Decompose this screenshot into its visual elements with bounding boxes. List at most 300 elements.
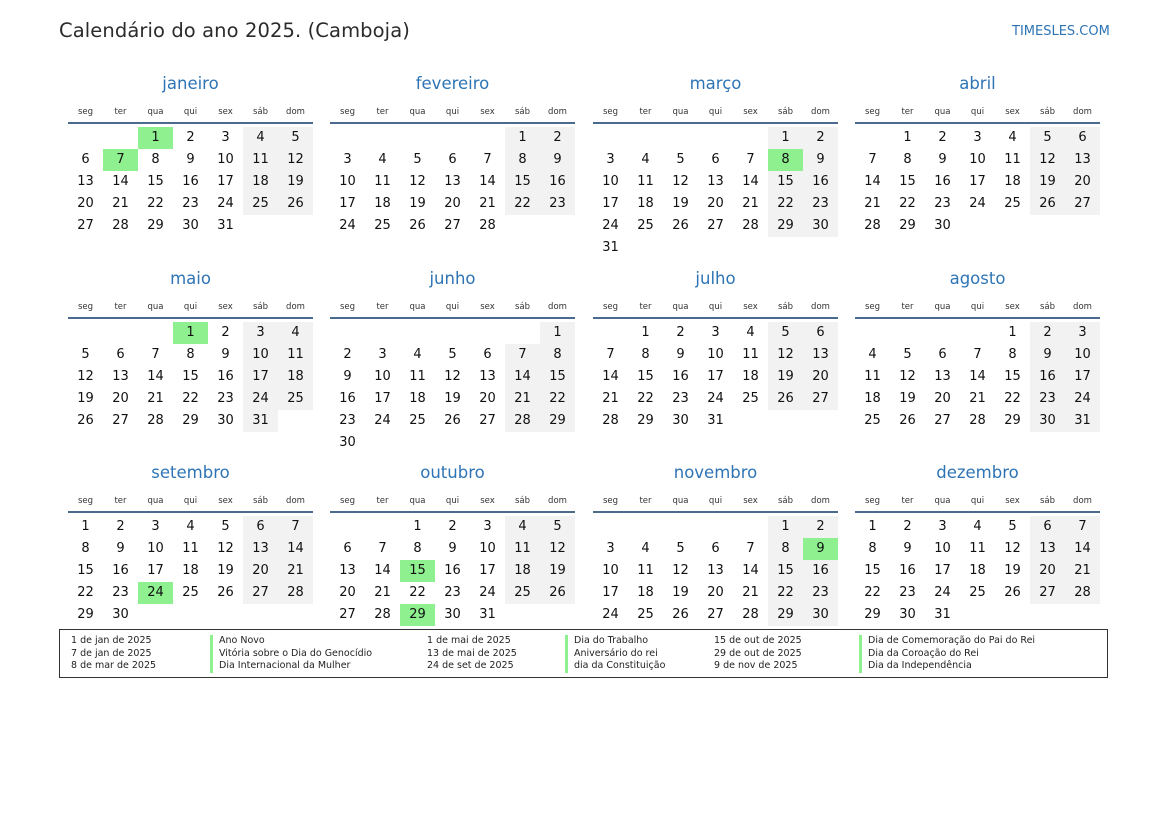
legend-name-column [210, 635, 372, 673]
day-cell: 23 [803, 582, 838, 604]
day-cell: 19 [278, 171, 313, 193]
brand-link[interactable]: TIMESLES.COM [1012, 24, 1110, 39]
legend-date: 29 de out de 2025 [714, 647, 802, 659]
day-cell: 12 [672, 563, 689, 578]
day-cell: 6 [938, 347, 947, 362]
legend-name-column [859, 635, 1035, 673]
weekday-label: ter [376, 107, 389, 117]
day-cell: 3 [938, 519, 947, 534]
day-cell: 16 [672, 369, 689, 384]
day-cell: 8 [903, 152, 912, 167]
weekday-label: sex [743, 302, 758, 312]
day-cell: 11 [182, 541, 199, 556]
day-cell: 15 [637, 369, 654, 384]
day-cell: 16 [1030, 366, 1065, 388]
day-cell: 5 [676, 541, 685, 556]
holiday-day-cell: 24 [138, 582, 173, 604]
day-cell: 13 [243, 538, 278, 560]
day-cell: 16 [217, 369, 234, 384]
day-cell: 3 [711, 325, 720, 340]
day-cell: 27 [479, 413, 496, 428]
day-cell: 15 [1004, 369, 1021, 384]
day-cell: 24 [934, 585, 951, 600]
day-cell: 10 [934, 541, 951, 556]
day-cell: 23 [339, 413, 356, 428]
day-cell: 10 [339, 174, 356, 189]
day-cell: 20 [479, 391, 496, 406]
day-cell: 27 [444, 218, 461, 233]
day-cell: 17 [217, 174, 234, 189]
day-cell: 1 [413, 519, 422, 534]
day-cell: 22 [637, 391, 654, 406]
day-cell: 31 [479, 607, 496, 622]
day-cell: 7 [483, 152, 492, 167]
day-cell: 16 [339, 391, 356, 406]
day-cell: 30 [112, 607, 129, 622]
day-cell: 2 [803, 127, 838, 149]
day-cell: 27 [934, 413, 951, 428]
day-cell: 8 [641, 347, 650, 362]
day-cell: 25 [864, 413, 881, 428]
day-cell: 5 [1008, 519, 1017, 534]
month-janeiro [68, 74, 313, 264]
weekday-label: sáb [252, 302, 269, 312]
month-name: setembro [151, 463, 230, 482]
weekday-header [330, 302, 575, 316]
day-cell: 17 [243, 366, 278, 388]
weekday-label: qui [708, 496, 723, 506]
day-cell: 7 [606, 347, 615, 362]
day-cell: 3 [221, 130, 230, 145]
day-cell: 2 [903, 519, 912, 534]
day-cell: 13 [1065, 149, 1100, 171]
weekday-header [68, 496, 313, 510]
day-cell: 5 [903, 347, 912, 362]
month-name: abril [959, 74, 996, 93]
day-cell: 7 [151, 347, 160, 362]
weekday-header [855, 496, 1100, 510]
day-cell: 16 [934, 174, 951, 189]
day-cell: 16 [803, 560, 838, 582]
day-cell: 2 [676, 325, 685, 340]
day-cell: 30 [1030, 410, 1065, 432]
day-cell: 20 [1065, 171, 1100, 193]
day-cell: 18 [374, 196, 391, 211]
day-cell: 21 [742, 585, 759, 600]
day-cell: 25 [505, 582, 540, 604]
day-cell: 11 [637, 563, 654, 578]
weekday-header [330, 107, 575, 121]
legend-holiday-name: Vitória sobre o Dia do Genocídio [210, 648, 372, 661]
weekday-label: dom [811, 302, 830, 312]
day-cell: 6 [116, 347, 125, 362]
weekday-label: dom [1073, 302, 1092, 312]
day-cell: 19 [768, 366, 803, 388]
weekday-label: ter [639, 107, 652, 117]
day-cell: 17 [707, 369, 724, 384]
day-cell: 26 [899, 413, 916, 428]
day-cell: 5 [1030, 127, 1065, 149]
holiday-day-cell: 7 [103, 149, 138, 171]
day-cell: 30 [934, 218, 951, 233]
day-cell: 29 [182, 413, 199, 428]
day-cell: 3 [151, 519, 160, 534]
day-cell: 22 [768, 193, 803, 215]
holiday-day-cell: 29 [400, 604, 435, 626]
day-cell: 30 [444, 607, 461, 622]
day-cell: 28 [864, 218, 881, 233]
weekday-label: qua [409, 302, 426, 312]
weekday-label: sáb [777, 302, 794, 312]
day-cell: 19 [672, 196, 689, 211]
legend-date: 8 de mar de 2025 [71, 660, 157, 671]
day-cell: 6 [243, 516, 278, 538]
day-cell: 15 [77, 563, 94, 578]
day-cell: 7 [378, 541, 387, 556]
day-cell: 14 [864, 174, 881, 189]
day-cell: 1 [868, 519, 877, 534]
day-cell: 15 [768, 171, 803, 193]
day-cell: 24 [602, 607, 619, 622]
month-outubro [330, 463, 575, 653]
day-cell: 27 [243, 582, 278, 604]
day-cell: 10 [1065, 344, 1100, 366]
day-cell: 1 [903, 130, 912, 145]
day-cell: 24 [339, 218, 356, 233]
day-cell: 2 [803, 516, 838, 538]
day-cell: 31 [707, 413, 724, 428]
day-cell: 21 [602, 391, 619, 406]
day-cell: 16 [444, 563, 461, 578]
weekday-label: qui [708, 302, 723, 312]
month-name: dezembro [936, 463, 1019, 482]
day-cell: 17 [602, 196, 619, 211]
weekday-label: sáb [777, 496, 794, 506]
day-cell: 5 [278, 127, 313, 149]
weekday-label: dom [286, 107, 305, 117]
day-cell: 6 [711, 541, 720, 556]
month-name: julho [695, 269, 736, 288]
header-rule [330, 317, 575, 319]
day-cell: 6 [1030, 516, 1065, 538]
day-cell: 7 [746, 541, 755, 556]
weekday-label: seg [339, 107, 356, 117]
weekday-label: qua [147, 302, 164, 312]
weekday-label: seg [864, 107, 881, 117]
day-cell: 1 [1008, 325, 1017, 340]
day-cell: 12 [768, 344, 803, 366]
month-name: janeiro [162, 74, 219, 93]
weekday-label: seg [77, 496, 94, 506]
day-cell: 10 [602, 563, 619, 578]
day-cell: 25 [409, 413, 426, 428]
day-cell: 18 [637, 196, 654, 211]
day-cell: 3 [378, 347, 387, 362]
weekday-header [855, 107, 1100, 121]
month-name: agosto [949, 269, 1006, 288]
day-cell: 20 [243, 560, 278, 582]
weekday-label: seg [864, 496, 881, 506]
day-cell: 27 [707, 607, 724, 622]
weekday-label: ter [901, 107, 914, 117]
day-cell: 25 [374, 218, 391, 233]
day-cell: 2 [343, 347, 352, 362]
legend-date: 24 de set de 2025 [427, 660, 514, 671]
day-cell: 1 [505, 127, 540, 149]
day-cell: 28 [278, 582, 313, 604]
day-cell: 18 [969, 563, 986, 578]
weekday-label: sáb [514, 302, 531, 312]
day-cell: 4 [413, 347, 422, 362]
day-cell: 31 [217, 218, 234, 233]
day-cell: 25 [1004, 196, 1021, 211]
day-cell: 6 [1065, 127, 1100, 149]
day-cell: 15 [147, 174, 164, 189]
weekday-label: dom [286, 496, 305, 506]
day-cell: 22 [182, 391, 199, 406]
day-cell: 19 [899, 391, 916, 406]
day-cell: 10 [969, 152, 986, 167]
day-cell: 2 [540, 127, 575, 149]
month-fevereiro [330, 74, 575, 264]
day-cell: 17 [934, 563, 951, 578]
day-cell: 18 [182, 563, 199, 578]
day-cell: 5 [676, 152, 685, 167]
weekday-header [593, 302, 838, 316]
day-cell: 23 [934, 196, 951, 211]
day-cell: 28 [479, 218, 496, 233]
weekday-label: qui [970, 107, 985, 117]
day-cell: 25 [637, 218, 654, 233]
day-cell: 2 [938, 130, 947, 145]
day-cell: 6 [343, 541, 352, 556]
weekday-header [68, 302, 313, 316]
day-cell: 12 [672, 174, 689, 189]
weekday-label: qua [672, 496, 689, 506]
weekday-label: sex [480, 107, 495, 117]
legend-holiday-name: Aniversário do rei [565, 648, 665, 661]
day-cell: 4 [641, 152, 650, 167]
day-cell: 21 [505, 388, 540, 410]
day-cell: 22 [409, 585, 426, 600]
day-cell: 24 [1065, 388, 1100, 410]
weekday-label: ter [639, 496, 652, 506]
weekday-label: ter [639, 302, 652, 312]
day-cell: 6 [448, 152, 457, 167]
day-cell: 31 [602, 240, 619, 255]
day-cell: 13 [479, 369, 496, 384]
day-cell: 29 [768, 215, 803, 237]
day-cell: 20 [707, 585, 724, 600]
day-cell: 29 [147, 218, 164, 233]
weekday-label: sex [218, 496, 233, 506]
day-cell: 10 [217, 152, 234, 167]
day-cell: 2 [221, 325, 230, 340]
day-cell: 23 [899, 585, 916, 600]
legend-date: 9 de nov de 2025 [714, 660, 798, 671]
day-cell: 20 [339, 585, 356, 600]
day-cell: 21 [278, 560, 313, 582]
day-cell: 10 [243, 344, 278, 366]
day-cell: 25 [637, 607, 654, 622]
legend-date-column [714, 635, 802, 673]
day-cell: 24 [602, 218, 619, 233]
day-cell: 14 [742, 563, 759, 578]
weekday-label: qua [934, 302, 951, 312]
weekday-label: sex [218, 302, 233, 312]
day-cell: 4 [505, 516, 540, 538]
weekday-label: qui [445, 302, 460, 312]
weekday-label: qua [672, 302, 689, 312]
day-cell: 7 [746, 152, 755, 167]
page-title: Calendário do ano 2025. (Camboja) [59, 19, 410, 42]
day-cell: 14 [374, 563, 391, 578]
header-rule [330, 122, 575, 124]
day-cell: 29 [1004, 413, 1021, 428]
legend-holiday-name: dia da Constituição [565, 660, 665, 673]
day-cell: 26 [672, 607, 689, 622]
weekday-label: sex [1005, 107, 1020, 117]
day-cell: 4 [641, 541, 650, 556]
day-cell: 11 [278, 344, 313, 366]
day-cell: 15 [182, 369, 199, 384]
day-cell: 1 [540, 322, 575, 344]
day-cell: 4 [868, 347, 877, 362]
day-cell: 11 [969, 541, 986, 556]
day-cell: 23 [444, 585, 461, 600]
day-cell: 9 [938, 152, 947, 167]
day-cell: 16 [112, 563, 129, 578]
weekday-label: sex [1005, 302, 1020, 312]
day-cell: 20 [1030, 560, 1065, 582]
day-cell: 17 [969, 174, 986, 189]
day-cell: 11 [864, 369, 881, 384]
day-cell: 22 [77, 585, 94, 600]
day-cell: 19 [77, 391, 94, 406]
day-cell: 25 [182, 585, 199, 600]
day-cell: 8 [186, 347, 195, 362]
month-name: novembro [673, 463, 758, 482]
day-cell: 5 [540, 516, 575, 538]
month-março [593, 74, 838, 264]
day-cell: 30 [182, 218, 199, 233]
day-cell: 11 [637, 174, 654, 189]
legend-holiday-name: Dia da Coroação do Rei [859, 648, 1035, 661]
day-cell: 7 [278, 516, 313, 538]
month-julho [593, 269, 838, 459]
holiday-day-cell: 1 [138, 127, 173, 149]
day-cell: 12 [278, 149, 313, 171]
day-cell: 22 [768, 582, 803, 604]
day-cell: 12 [77, 369, 94, 384]
day-cell: 30 [217, 413, 234, 428]
day-cell: 11 [243, 149, 278, 171]
day-cell: 26 [444, 413, 461, 428]
day-cell: 11 [505, 538, 540, 560]
legend-date: 13 de mai de 2025 [427, 647, 517, 659]
day-cell: 1 [768, 127, 803, 149]
day-cell: 9 [676, 347, 685, 362]
day-cell: 28 [742, 218, 759, 233]
weekday-label: seg [339, 302, 356, 312]
day-cell: 27 [77, 218, 94, 233]
day-cell: 10 [147, 541, 164, 556]
day-cell: 28 [505, 410, 540, 432]
weekday-label: ter [376, 496, 389, 506]
day-cell: 29 [637, 413, 654, 428]
day-cell: 18 [864, 391, 881, 406]
day-cell: 13 [707, 174, 724, 189]
day-cell: 19 [217, 563, 234, 578]
day-cell: 18 [278, 366, 313, 388]
day-cell: 2 [186, 130, 195, 145]
weekday-label: qui [970, 302, 985, 312]
day-cell: 28 [602, 413, 619, 428]
day-cell: 24 [217, 196, 234, 211]
day-cell: 13 [112, 369, 129, 384]
header-rule [855, 122, 1100, 124]
day-cell: 8 [81, 541, 90, 556]
day-cell: 23 [540, 193, 575, 215]
legend-holiday-name: Dia de Comemoração do Pai do Rei [859, 635, 1035, 648]
month-abril [855, 74, 1100, 264]
day-cell: 28 [112, 218, 129, 233]
day-cell: 16 [803, 171, 838, 193]
day-cell: 14 [742, 174, 759, 189]
weekday-label: seg [339, 496, 356, 506]
day-cell: 28 [969, 413, 986, 428]
day-cell: 29 [77, 607, 94, 622]
day-cell: 30 [672, 413, 689, 428]
day-cell: 13 [803, 344, 838, 366]
day-cell: 18 [505, 560, 540, 582]
weekday-label: qui [708, 107, 723, 117]
day-cell: 21 [969, 391, 986, 406]
day-cell: 16 [540, 171, 575, 193]
day-cell: 15 [864, 563, 881, 578]
day-cell: 7 [505, 344, 540, 366]
month-agosto [855, 269, 1100, 459]
day-cell: 23 [112, 585, 129, 600]
day-cell: 22 [899, 196, 916, 211]
day-cell: 21 [479, 196, 496, 211]
day-cell: 25 [742, 391, 759, 406]
day-cell: 24 [707, 391, 724, 406]
day-cell: 13 [934, 369, 951, 384]
month-dezembro [855, 463, 1100, 653]
day-cell: 14 [602, 369, 619, 384]
day-cell: 17 [479, 563, 496, 578]
day-cell: 4 [278, 322, 313, 344]
day-cell: 27 [1030, 582, 1065, 604]
weekday-label: ter [114, 107, 127, 117]
header-rule [68, 317, 313, 319]
weekday-label: qui [183, 107, 198, 117]
day-cell: 8 [505, 149, 540, 171]
day-cell: 27 [1065, 193, 1100, 215]
day-cell: 18 [243, 171, 278, 193]
day-cell: 15 [768, 560, 803, 582]
weekday-label: dom [1073, 496, 1092, 506]
weekday-label: sex [743, 496, 758, 506]
day-cell: 26 [278, 193, 313, 215]
weekday-label: qui [183, 302, 198, 312]
holiday-day-cell: 9 [803, 538, 838, 560]
weekday-label: sáb [777, 107, 794, 117]
day-cell: 17 [1065, 366, 1100, 388]
day-cell: 25 [243, 193, 278, 215]
weekday-label: qua [147, 107, 164, 117]
